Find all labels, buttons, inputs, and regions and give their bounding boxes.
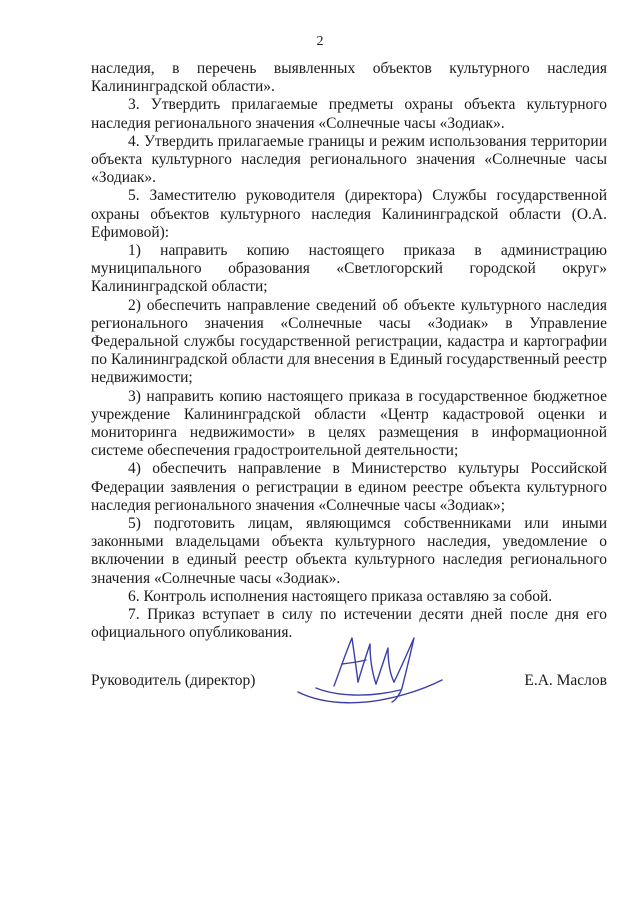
paragraph-item-6: 6. Контроль исполнения настоящего приказа оставляю за собой. xyxy=(128,587,553,605)
subparagraph-2: 2) обеспечить направление сведений об объекте культурного наследия регионального значения «Солнечные часы «Зодиак» в Управление Федеральной службы государственной регистрации, кадастра и картографии по Калининградской области для внесения в Единый государственный реестр недвижимости; xyxy=(91,296,607,387)
subparagraph-4: 4) обеспечить направление в Министерство культуры Российской Федерации заявления о регистрации в едином реестре объекта культурного наследия регионального значения «Солнечные часы «Зодиак»; xyxy=(91,460,607,514)
page-number: 2 xyxy=(316,34,324,49)
signatory-name: Е.А. Маслов xyxy=(524,672,607,689)
document-body xyxy=(91,60,607,643)
paragraph-item-3: 3. Утвердить прилагаемые предметы охраны объекта культурного наследия регионального значения «Солнечные часы «Зодиак». xyxy=(91,96,607,132)
handwritten-signature xyxy=(296,630,446,708)
subparagraph-5: 5) подготовить лицам, являющимся собственниками или иными законными владельцами объекта культурного наследия, уведомление о включении в единый реестр объекта культурного наследия регионального значения «Солнечные часы «Зодиак». xyxy=(91,515,607,587)
subparagraph-3: 3) направить копию настоящего приказа в государственное бюджетное учреждение Калининградской области «Центр кадастровой оценки и мониторинга недвижимости» в целях размещения в информационной системе обеспечения градостроительной деятельности; xyxy=(91,387,607,460)
subparagraph-1: 1) направить копию настоящего приказа в администрацию муниципального образования «Светлогорский городской округ» Калининградской области; xyxy=(91,242,607,296)
signatory-position: Руководитель (директор) xyxy=(91,672,256,689)
paragraph-item-7: 7. Приказ вступает в силу по истечении десяти дней после дня его официального опубликования. xyxy=(91,606,607,642)
paragraph-item-4: 4. Утвердить прилагаемые границы и режим использования территории объекта культурного наследия регионального значения «Солнечные часы «Зодиак». xyxy=(91,132,607,187)
paragraph-continuation: наследия, в перечень выявленных объектов культурного наследия Калининградской области». xyxy=(91,60,607,96)
paragraph-item-5: 5. Заместителю руководителя (директора) Службы государственной охраны объектов культурного наследия Калининградской области (О.А. Ефимовой): xyxy=(91,187,607,241)
signature-block xyxy=(91,630,607,730)
